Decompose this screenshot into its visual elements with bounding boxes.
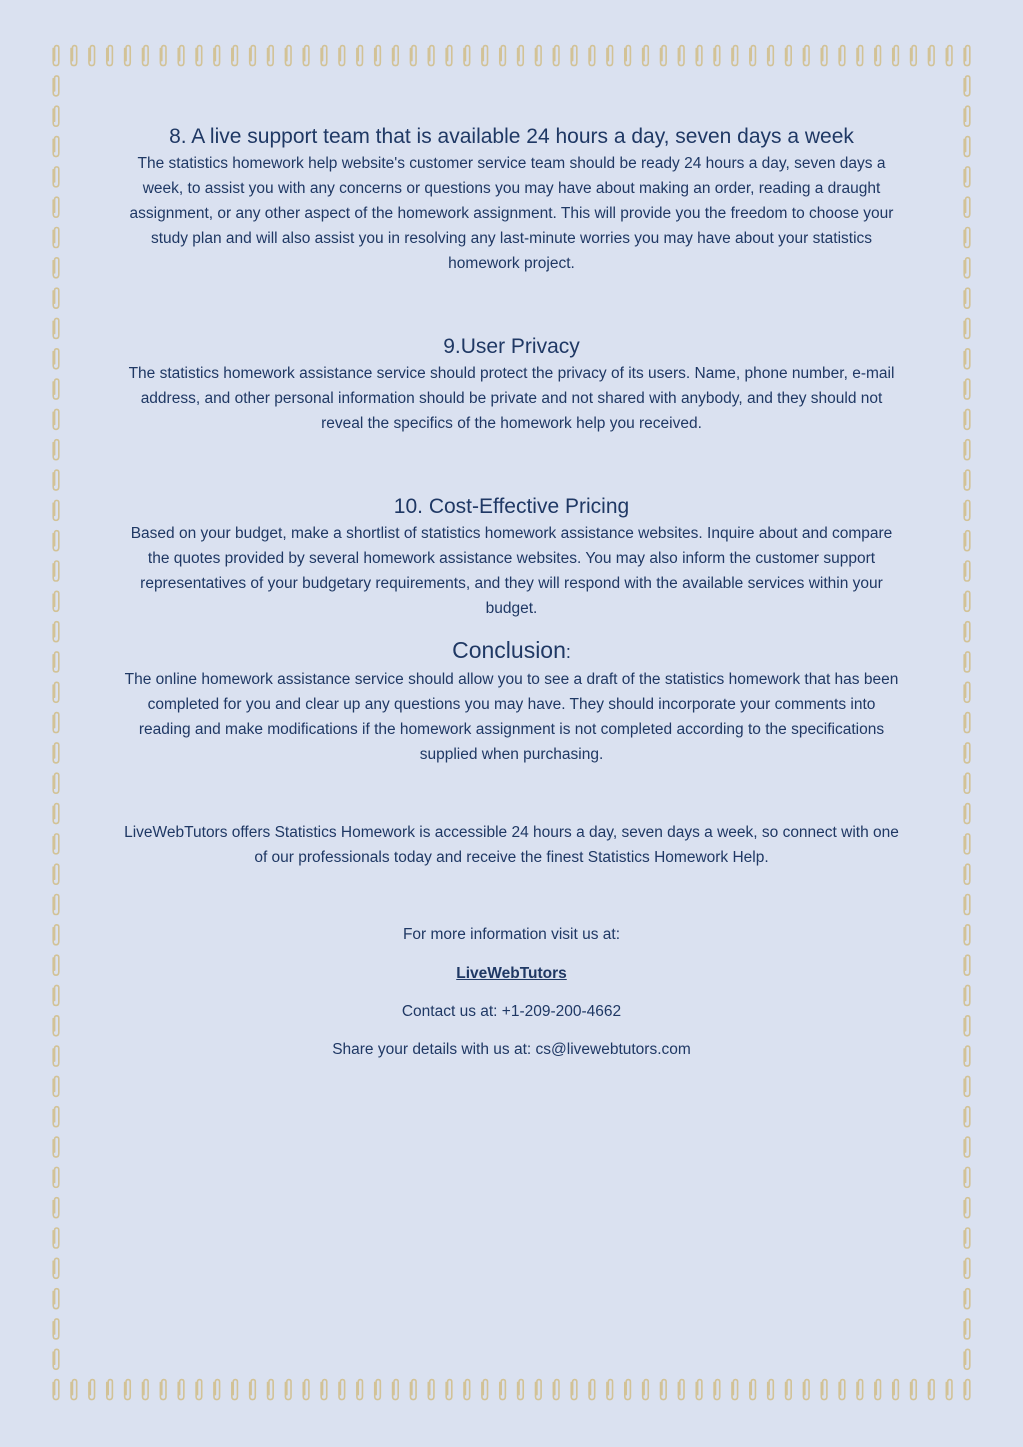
paperclip-icon (393, 46, 399, 66)
paperclip-icon (589, 1380, 595, 1400)
paperclip-icon (53, 1289, 59, 1309)
paperclip-icon (53, 561, 59, 581)
paperclip-icon (875, 46, 881, 66)
paperclip-icon (964, 531, 970, 551)
section-body: The statistics homework help website's customer service team should be ready 24 hours a day, seven days a week, to assist you with any concerns or questions you may have about making an order, reading a draught assignment, or any other aspect of the homework assignment. This will provide you the freedom to choose your study plan and will also assist you in resolving any last-minute worries you may have about your statistics homework project. (129, 155, 894, 272)
paperclip-icon (678, 1380, 684, 1400)
paperclip-icon (446, 46, 452, 66)
paperclip-icon (53, 531, 59, 551)
paperclip-icon (732, 46, 738, 66)
paperclip-icon (803, 46, 809, 66)
paperclip-icon (750, 46, 756, 66)
paperclip-icon (250, 1380, 256, 1400)
paperclip-icon (964, 470, 970, 490)
paperclip-icon (232, 46, 238, 66)
paperclip-icon (143, 1380, 149, 1400)
paperclip-icon (518, 1380, 524, 1400)
paperclip-icon (500, 1380, 506, 1400)
phone-text: Contact us at: +1-209-200-4662 (401, 1003, 622, 1020)
paperclip-icon (946, 1380, 952, 1400)
paperclip-icon (53, 1228, 59, 1248)
section-body: Based on your budget, make a shortlist of statistics homework assistance websites. Inquire about and compare the quotes provided by several homework assistance websites. You may also inform the customer support representatives of your budgetary requirements, and they will respond with the available services within your budget. (130, 525, 893, 617)
paperclip-icon (857, 1380, 863, 1400)
paperclip-icon (857, 46, 863, 66)
paperclip-icon (321, 1380, 327, 1400)
paperclip-icon (196, 1380, 202, 1400)
paperclip-icon (107, 1380, 113, 1400)
paperclip-icon (482, 46, 488, 66)
paperclip-icon (214, 46, 220, 66)
paperclip-icon (964, 1349, 970, 1369)
paperclip-icon (964, 561, 970, 581)
paperclip-icon (53, 1167, 59, 1187)
conclusion-colon: : (565, 642, 571, 662)
paperclip-icon (53, 1319, 59, 1339)
paperclip-icon (339, 1380, 345, 1400)
paperclip-icon (53, 1016, 59, 1036)
paperclip-icon (643, 1380, 649, 1400)
paperclip-icon (53, 622, 59, 642)
paperclip-icon (964, 46, 970, 66)
paperclip-icon (696, 46, 702, 66)
paperclip-icon (964, 1076, 970, 1096)
paperclip-icon (661, 46, 667, 66)
paperclip-icon (964, 1137, 970, 1157)
paperclip-icon (964, 440, 970, 460)
paperclip-icon (964, 228, 970, 248)
paperclip-icon (696, 1380, 702, 1400)
paperclip-icon (53, 682, 59, 702)
paperclip-icon (786, 1380, 792, 1400)
paperclip-icon (589, 46, 595, 66)
paperclip-icon (964, 1319, 970, 1339)
paperclip-icon (964, 1258, 970, 1278)
paperclip-icon (625, 46, 631, 66)
paperclip-icon (250, 46, 256, 66)
paperclip-icon (661, 1380, 667, 1400)
paperclip-icon (964, 622, 970, 642)
conclusion-body: The online homework assistance service should allow you to see a draft of the statistics homework that has been completed for you and clear up any questions you may have. They should incorporate your comments into reading and make modifications if the homework assignment is not completed according to the specifications supplied when purchasing. (124, 671, 899, 763)
paperclip-icon (714, 46, 720, 66)
paperclip-icon (964, 773, 970, 793)
paperclip-icon (893, 1380, 899, 1400)
paperclip-icon (482, 1380, 488, 1400)
paperclip-icon (125, 46, 131, 66)
paperclip-icon (53, 288, 59, 308)
paperclip-icon (214, 1380, 220, 1400)
paperclip-icon (911, 1380, 917, 1400)
paperclip-icon (553, 1380, 559, 1400)
section-support (120, 123, 903, 276)
paperclip-icon (964, 713, 970, 733)
paperclip-icon (500, 46, 506, 66)
paperclip-icon (71, 46, 77, 66)
paperclip-icon (964, 106, 970, 126)
paperclip-icon (53, 500, 59, 520)
paperclip-icon (964, 804, 970, 824)
paperclip-icon (303, 1380, 309, 1400)
paperclip-icon (178, 46, 184, 66)
paperclip-icon (285, 1380, 291, 1400)
paperclip-icon (964, 1380, 970, 1400)
paperclip-icon (964, 1228, 970, 1248)
paperclip-icon (428, 1380, 434, 1400)
paperclip-icon (143, 46, 149, 66)
paperclip-icon (964, 925, 970, 945)
website-link-line (120, 961, 903, 986)
paperclip-icon (178, 1380, 184, 1400)
paperclip-icon (53, 76, 59, 96)
paperclip-icon (964, 1016, 970, 1036)
paperclip-icon (964, 288, 970, 308)
offer-text: LiveWebTutors offers Statistics Homework is accessible 24 hours a day, seven days a week, so connect with one of our professionals today and receive the finest Statistics Homework Help. (124, 824, 899, 866)
paperclip-icon (714, 1380, 720, 1400)
paperclip-icon (53, 985, 59, 1005)
paperclip-icon (410, 1380, 416, 1400)
paperclip-icon (964, 1198, 970, 1218)
contact-block (120, 922, 903, 1062)
section-body: The statistics homework assistance service should protect the privacy of its users. Name, phone number, e-mail address, and other personal information should be private and not shared with anybody, and they should not reveal the specifics of the homework help you received. (128, 365, 895, 432)
paperclip-icon (53, 1258, 59, 1278)
paperclip-icon (196, 46, 202, 66)
paperclip-icon (786, 46, 792, 66)
paperclip-icon (839, 1380, 845, 1400)
paperclip-icon (964, 379, 970, 399)
paperclip-icon (339, 46, 345, 66)
paperclip-icon (53, 228, 59, 248)
section-privacy (120, 333, 903, 436)
section-heading: 10. Cost-Effective Pricing (393, 495, 630, 518)
paperclip-icon (53, 318, 59, 338)
paperclip-icon (964, 167, 970, 187)
paperclip-icon (964, 955, 970, 975)
paperclip-icon (803, 1380, 809, 1400)
paperclip-icon (71, 1380, 77, 1400)
paperclip-icon (678, 46, 684, 66)
section-heading: 8. A live support team that is available 24 hours a day, seven days a week (169, 125, 854, 148)
paperclip-icon (53, 1076, 59, 1096)
paperclip-icon (53, 167, 59, 187)
paperclip-icon (53, 652, 59, 672)
paperclip-icon (53, 1107, 59, 1127)
paperclip-icon (607, 1380, 613, 1400)
paperclip-icon (964, 985, 970, 1005)
paperclip-icon (107, 46, 113, 66)
paperclip-icon (160, 46, 166, 66)
paperclip-icon (125, 1380, 131, 1400)
paperclip-icon (53, 137, 59, 157)
paperclip-icon (964, 682, 970, 702)
paperclip-icon (893, 46, 899, 66)
conclusion-heading (120, 635, 903, 667)
paperclip-icon (53, 46, 59, 66)
email-text: Share your details with us at: cs@livewebtutors.com (332, 1041, 691, 1058)
section-conclusion (120, 635, 903, 767)
paperclip-icon (53, 804, 59, 824)
paperclip-icon (375, 1380, 381, 1400)
paperclip-icon (964, 895, 970, 915)
paperclip-icon (53, 773, 59, 793)
paperclip-icon (750, 1380, 756, 1400)
paperclip-icon (53, 409, 59, 429)
paperclip-icon (53, 1198, 59, 1218)
paperclip-icon (89, 46, 95, 66)
paperclip-icon (911, 46, 917, 66)
paperclip-icon (464, 46, 470, 66)
paperclip-icon (571, 1380, 577, 1400)
paperclip-icon (53, 106, 59, 126)
paperclip-icon (553, 46, 559, 66)
paperclip-icon (964, 318, 970, 338)
page-content (120, 123, 903, 1062)
paperclip-icon (607, 46, 613, 66)
section-heading: 9.User Privacy (443, 335, 580, 358)
conclusion-title: Conclusion (452, 637, 566, 663)
paperclip-icon (53, 1349, 59, 1369)
paperclip-icon (821, 46, 827, 66)
paperclip-icon (53, 834, 59, 854)
paperclip-icon (964, 834, 970, 854)
paperclip-icon (964, 197, 970, 217)
paperclip-icon (535, 46, 541, 66)
website-link[interactable]: LiveWebTutors (456, 965, 567, 982)
paperclip-icon (875, 1380, 881, 1400)
paperclip-icon (964, 137, 970, 157)
paperclip-icon (643, 46, 649, 66)
paperclip-icon (928, 46, 934, 66)
paperclip-icon (53, 591, 59, 611)
paperclip-icon (964, 864, 970, 884)
paperclip-icon (53, 258, 59, 278)
paperclip-icon (964, 349, 970, 369)
paperclip-icon (428, 46, 434, 66)
paperclip-icon (160, 1380, 166, 1400)
paperclip-icon (53, 440, 59, 460)
visit-text: For more information visit us at: (402, 926, 621, 943)
paperclip-icon (53, 743, 59, 763)
paperclip-icon (357, 1380, 363, 1400)
paperclip-icon (410, 46, 416, 66)
paperclip-icon (946, 46, 952, 66)
paperclip-icon (964, 1046, 970, 1066)
paperclip-icon (964, 258, 970, 278)
paperclip-icon (768, 1380, 774, 1400)
paperclip-icon (964, 1167, 970, 1187)
paperclip-icon (964, 76, 970, 96)
paperclip-icon (357, 46, 363, 66)
paperclip-icon (964, 591, 970, 611)
paperclip-icon (53, 379, 59, 399)
paperclip-icon (268, 1380, 274, 1400)
paperclip-icon (268, 46, 274, 66)
paperclip-icon (53, 470, 59, 490)
paperclip-icon (53, 864, 59, 884)
paperclip-icon (571, 46, 577, 66)
paperclip-icon (732, 1380, 738, 1400)
paperclip-icon (964, 1289, 970, 1309)
paperclip-icon (535, 1380, 541, 1400)
paperclip-icon (839, 46, 845, 66)
paperclip-icon (53, 1046, 59, 1066)
paperclip-icon (303, 46, 309, 66)
paperclip-icon (53, 1380, 59, 1400)
paperclip-icon (53, 955, 59, 975)
paperclip-icon (964, 1107, 970, 1127)
paperclip-icon (285, 46, 291, 66)
paperclip-icon (964, 500, 970, 520)
paperclip-icon (53, 349, 59, 369)
paperclip-icon (625, 1380, 631, 1400)
paperclip-icon (53, 713, 59, 733)
paperclip-icon (53, 895, 59, 915)
section-pricing (120, 493, 903, 621)
paperclip-icon (321, 46, 327, 66)
paperclip-icon (964, 652, 970, 672)
paperclip-icon (446, 1380, 452, 1400)
paperclip-icon (53, 1137, 59, 1157)
paperclip-icon (768, 46, 774, 66)
paperclip-icon (964, 743, 970, 763)
paperclip-icon (821, 1380, 827, 1400)
paperclip-icon (928, 1380, 934, 1400)
paperclip-icon (393, 1380, 399, 1400)
paperclip-icon (89, 1380, 95, 1400)
paperclip-icon (232, 1380, 238, 1400)
paperclip-icon (964, 409, 970, 429)
paperclip-icon (518, 46, 524, 66)
paperclip-icon (375, 46, 381, 66)
paperclip-icon (464, 1380, 470, 1400)
paperclip-icon (53, 925, 59, 945)
paperclip-icon (53, 197, 59, 217)
